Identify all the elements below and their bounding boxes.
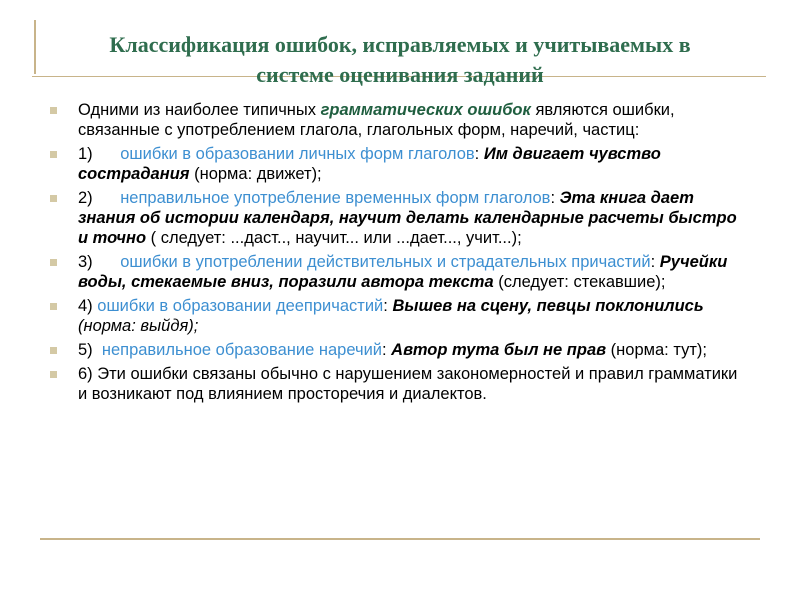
list-item bbox=[48, 100, 748, 140]
item-error-type: неправильное употребление временных форм глаголов bbox=[120, 189, 551, 207]
title-accent-vertical-line bbox=[34, 20, 36, 74]
item-norm: ( следует: ...даст.., научит... или ...дает..., учит...); bbox=[146, 229, 522, 247]
item-number: 3) bbox=[78, 253, 121, 271]
square-bullet-icon bbox=[50, 195, 57, 202]
square-bullet-icon bbox=[50, 259, 57, 266]
item-highlight: грамматических ошибок bbox=[320, 101, 531, 119]
item-norm: (норма: движет); bbox=[189, 165, 322, 183]
list-item bbox=[48, 340, 748, 360]
item-error-type: ошибки в образовании деепричастий bbox=[97, 297, 384, 315]
bottom-divider-line bbox=[40, 538, 760, 540]
square-bullet-icon bbox=[50, 151, 57, 158]
item-norm: (норма: тут); bbox=[606, 341, 707, 359]
item-text-tail: являются ошибки, связанные с употреблением глагола, глагольных форм, наречий, частиц: bbox=[78, 101, 675, 139]
list-item bbox=[48, 144, 748, 184]
item-example: Им двигает чувство сострадания bbox=[78, 145, 661, 183]
item-norm: (норма: выйдя); bbox=[78, 317, 199, 335]
item-colon: : bbox=[474, 145, 484, 163]
item-error-type: неправильное образование наречий bbox=[101, 341, 382, 359]
item-number: 5) bbox=[78, 341, 102, 359]
item-example: Вышев на сцену, певцы поклонились bbox=[392, 297, 704, 315]
item-norm: (следует: стекавшие); bbox=[493, 273, 666, 291]
list-item bbox=[48, 364, 748, 404]
bullet-list bbox=[48, 100, 748, 408]
item-number: 4) bbox=[78, 297, 98, 315]
title-line-2: системе оценивания заданий bbox=[256, 62, 544, 87]
square-bullet-icon bbox=[50, 303, 57, 310]
item-example: Эта книга дает знания об истории календаря, научит делать календарные расчеты быстро и точно bbox=[78, 189, 737, 247]
item-colon: : bbox=[382, 341, 392, 359]
slide-title bbox=[40, 30, 760, 90]
item-example: Ручейки воды, стекаемые вниз, поразили автора текста bbox=[78, 253, 728, 291]
item-colon: : bbox=[550, 189, 560, 207]
item-colon: : bbox=[650, 253, 660, 271]
title-line-1: Классификация ошибок, исправляемых и учитываемых в bbox=[109, 32, 691, 57]
item-error-type: ошибки в употреблении действительных и страдательных причастий bbox=[120, 253, 651, 271]
item-text: Одними из наиболее типичных bbox=[78, 101, 321, 119]
item-error-type: ошибки в образовании личных форм глаголов bbox=[120, 145, 475, 163]
square-bullet-icon bbox=[50, 371, 57, 378]
square-bullet-icon bbox=[50, 107, 57, 114]
list-item bbox=[48, 296, 748, 336]
item-number: 2) bbox=[78, 189, 121, 207]
item-example: Автор тута был не прав bbox=[391, 341, 607, 359]
item-number: 1) bbox=[78, 145, 121, 163]
item-colon: : bbox=[383, 297, 393, 315]
square-bullet-icon bbox=[50, 347, 57, 354]
list-item bbox=[48, 188, 748, 248]
list-item bbox=[48, 252, 748, 292]
item-text: 6) Эти ошибки связаны обычно с нарушением закономерностей и правил грамматики и возникают под влиянием просторечия и диалектов. bbox=[78, 365, 738, 403]
